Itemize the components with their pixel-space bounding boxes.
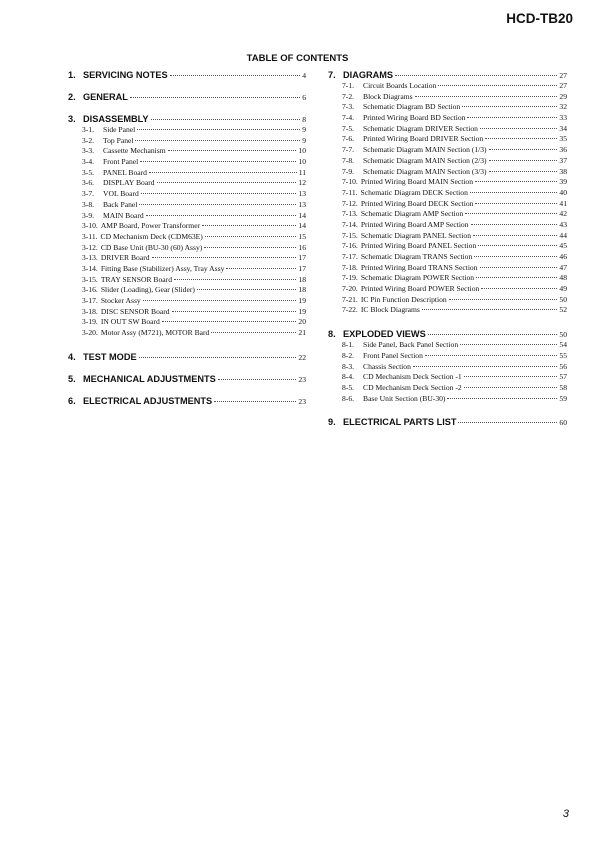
toc-entry[interactable] — [328, 231, 567, 242]
entry-title: Printed Wiring Board POWER Section — [360, 284, 480, 294]
page-ref: 11 — [298, 167, 306, 177]
entry-number: 3-6. — [82, 178, 95, 188]
page-ref: 46 — [559, 252, 567, 261]
model-number: HCD-TB20 — [506, 11, 573, 26]
dot-leader — [481, 288, 557, 289]
dot-leader — [151, 119, 301, 120]
dot-leader — [473, 235, 557, 236]
entry-number: 7-21. — [342, 294, 358, 304]
entry-title: IN OUT SW Board — [100, 317, 160, 327]
dot-leader — [162, 321, 297, 322]
toc-entry[interactable] — [328, 199, 567, 210]
entry-number: 7-2. — [342, 91, 355, 101]
toc-entry[interactable] — [328, 305, 567, 316]
dot-leader — [197, 289, 297, 290]
entry-number: 3-2. — [82, 135, 95, 145]
toc-entry[interactable] — [328, 81, 567, 92]
dot-leader — [226, 268, 296, 269]
entry-number: 7-5. — [342, 123, 355, 133]
dot-leader — [476, 277, 557, 278]
page-ref: 60 — [559, 418, 567, 428]
toc-entry[interactable] — [68, 211, 306, 222]
page-ref: 13 — [298, 199, 306, 209]
toc-entry[interactable] — [328, 167, 567, 178]
toc-entry[interactable] — [328, 273, 567, 284]
entry-number: 7-12. — [342, 198, 358, 208]
entry-title: DISPLAY Board — [103, 178, 155, 188]
dot-leader — [485, 138, 557, 139]
toc-section — [68, 113, 306, 339]
entry-number: 3-8. — [82, 199, 95, 209]
entry-number: 3-10. — [82, 221, 98, 231]
dot-leader — [146, 215, 297, 216]
toc-entry[interactable] — [328, 113, 567, 124]
dot-leader — [174, 279, 296, 280]
entry-title: Schematic Diagram MAIN Section (2/3) — [363, 155, 487, 165]
toc-entry[interactable] — [68, 200, 306, 211]
dot-leader — [447, 398, 557, 399]
entry-title: Circuit Boards Location — [363, 81, 437, 90]
page-ref: 23 — [298, 374, 306, 384]
entry-number: 8-4. — [342, 372, 355, 382]
entry-number: 7-7. — [342, 145, 355, 155]
page-ref: 56 — [559, 361, 567, 371]
page-ref: 40 — [559, 187, 567, 197]
toc-left-column — [68, 69, 306, 407]
entry-title: Schematic Diagram PANEL Section — [360, 230, 471, 240]
entry-number: 7-13. — [342, 209, 358, 219]
page-ref: 45 — [559, 241, 567, 251]
page-number: 3 — [562, 808, 569, 820]
entry-number: 3-5. — [82, 167, 95, 177]
dot-leader — [475, 203, 557, 204]
entry-number: 3-13. — [82, 253, 98, 263]
page-ref: 20 — [298, 317, 306, 327]
page-ref: 12 — [298, 178, 306, 188]
section-number: 5. — [68, 373, 76, 384]
toc-entry[interactable] — [328, 145, 567, 156]
entry-title: Printed Wiring Board DECK Section — [360, 198, 474, 208]
entry-number: 8-1. — [342, 340, 355, 350]
page-ref: 49 — [559, 284, 567, 294]
toc-section — [328, 69, 567, 316]
section-number: 8. — [328, 329, 336, 340]
toc-entry[interactable] — [328, 284, 567, 295]
section-title: DIAGRAMS — [343, 70, 394, 80]
page-ref: 14 — [298, 210, 306, 220]
page-ref: 17 — [298, 253, 306, 263]
toc-entry[interactable] — [68, 328, 306, 339]
toc-heading[interactable] — [328, 328, 567, 340]
entry-title: CD Mechanism Deck Section -2 — [363, 382, 462, 392]
dot-leader — [464, 387, 558, 388]
toc-entry[interactable] — [328, 362, 567, 373]
page-ref: 59 — [559, 393, 567, 403]
entry-number: 8-2. — [342, 350, 355, 360]
entry-title: CD Mechanism Deck (CDM63E) — [100, 231, 203, 241]
page-ref: 18 — [298, 285, 306, 295]
section-title: ELECTRICAL PARTS LIST — [343, 417, 457, 428]
page-ref: 17 — [298, 263, 306, 273]
dot-leader — [438, 85, 557, 86]
dot-leader — [425, 355, 558, 356]
toc-section — [68, 395, 306, 407]
section-number: 9. — [328, 417, 336, 428]
section-title: TEST MODE — [83, 351, 137, 362]
entry-number: 3-14. — [82, 263, 98, 273]
toc-title: TABLE OF CONTENTS — [246, 53, 349, 64]
entry-title: Schematic Diagram AMP Section — [360, 209, 464, 219]
toc-entry[interactable] — [68, 189, 306, 200]
entry-title: DRIVER Board — [100, 253, 150, 263]
toc-entry[interactable] — [328, 241, 567, 252]
entry-title: Cassette Mechanism — [103, 146, 166, 156]
section-title: SERVICING NOTES — [83, 70, 168, 80]
page-ref: 41 — [559, 198, 567, 208]
page-ref: 57 — [559, 372, 567, 382]
toc-entry[interactable] — [328, 372, 567, 383]
dot-leader — [465, 213, 557, 214]
toc-entry[interactable] — [68, 136, 306, 147]
dot-leader — [489, 160, 558, 161]
page-ref: 38 — [559, 166, 567, 176]
entry-number: 7-9. — [342, 166, 355, 176]
toc-entry[interactable] — [68, 296, 306, 307]
entry-number: 3-11. — [82, 231, 98, 241]
dot-leader — [464, 376, 558, 377]
dot-leader — [413, 366, 558, 367]
entry-title: Base Unit Section (BU-30) — [363, 393, 446, 403]
page-ref: 58 — [559, 382, 567, 392]
entry-title: Schematic Diagram TRANS Section — [360, 252, 473, 261]
dot-leader — [140, 161, 296, 162]
section-number: 2. — [68, 92, 76, 102]
toc-heading[interactable] — [68, 69, 306, 81]
toc-entry[interactable] — [328, 263, 567, 274]
entry-title: Front Panel — [103, 157, 139, 167]
dot-leader — [168, 150, 297, 151]
dot-leader — [467, 117, 557, 118]
dot-leader — [135, 140, 300, 141]
dot-leader — [130, 97, 300, 98]
entry-number: 7-22. — [342, 305, 358, 315]
toc-entry[interactable] — [328, 209, 567, 220]
entry-number: 7-11. — [342, 187, 358, 197]
toc-section — [328, 328, 567, 404]
page-ref: 10 — [298, 157, 306, 167]
entry-title: Schematic Diagram POWER Section — [360, 273, 475, 283]
entry-number: 8-6. — [342, 393, 355, 403]
entry-title: Top Panel — [103, 135, 134, 145]
section-title: DISASSEMBLY — [83, 114, 149, 124]
entry-title: Side Panel — [103, 125, 136, 134]
toc-entry[interactable] — [328, 252, 567, 263]
entry-title: DISC SENSOR Board — [100, 306, 170, 316]
section-title: MECHANICAL ADJUSTMENTS — [83, 373, 216, 384]
entry-number: 3-18. — [82, 306, 98, 316]
toc-section — [68, 351, 306, 363]
toc-entry[interactable] — [68, 275, 306, 286]
toc-entry[interactable] — [328, 220, 567, 231]
entry-title: IC Block Diagrams — [360, 305, 420, 315]
toc-entry[interactable] — [68, 307, 306, 318]
dot-leader — [458, 422, 557, 423]
toc-entry[interactable] — [68, 285, 306, 296]
entry-title: CD Mechanism Deck Section -1 — [363, 372, 462, 382]
toc-heading[interactable] — [68, 113, 306, 125]
entry-title: Back Panel — [103, 199, 138, 209]
page-ref: 36 — [559, 145, 567, 155]
page-ref: 55 — [559, 350, 567, 360]
page-ref: 9 — [302, 135, 306, 145]
toc-section — [68, 69, 306, 81]
page-ref: 32 — [559, 102, 567, 112]
dot-leader — [489, 149, 558, 150]
entry-title: IC Pin Function Description — [360, 294, 447, 304]
page-ref: 8 — [302, 115, 306, 124]
entry-number: 3-9. — [82, 210, 95, 220]
entry-number: 7-14. — [342, 219, 358, 229]
page-ref: 50 — [559, 294, 567, 304]
entry-title: Schematic Diagram DECK Section — [360, 187, 468, 197]
entry-number: 3-15. — [82, 274, 98, 284]
dot-leader — [474, 256, 557, 257]
page-ref: 34 — [559, 123, 567, 133]
toc-entry[interactable] — [68, 253, 306, 264]
page-ref: 35 — [559, 134, 567, 144]
entry-title: Printed Wiring Board MAIN Section — [360, 177, 474, 187]
entry-title: VOL Board — [103, 189, 139, 199]
dot-leader — [137, 129, 300, 130]
toc-heading[interactable] — [328, 416, 567, 428]
entry-title: Slider (Loading), Gear (Slider) — [100, 285, 195, 295]
entry-title: Printed Wiring Board TRANS Section — [360, 262, 478, 272]
entry-number: 8-5. — [342, 382, 355, 392]
page-ref: 21 — [298, 328, 306, 338]
dot-leader — [152, 257, 297, 258]
dot-leader — [149, 172, 297, 173]
dot-leader — [139, 204, 296, 205]
page-ref: 43 — [559, 219, 567, 229]
dot-leader — [422, 309, 558, 310]
entry-number: 7-3. — [342, 102, 355, 112]
entry-number: 3-19. — [82, 317, 98, 327]
entry-title: MAIN Board — [103, 210, 144, 220]
entry-title: TRAY SENSOR Board — [100, 274, 172, 284]
page-ref: 9 — [302, 125, 306, 134]
entry-title: Schematic Diagram DRIVER Section — [363, 123, 478, 133]
entry-title: Side Panel, Back Panel Section — [363, 340, 459, 350]
entry-number: 7-16. — [342, 241, 358, 251]
toc-entry[interactable] — [328, 394, 567, 405]
entry-number: 8-3. — [342, 361, 355, 371]
toc-entry[interactable] — [68, 264, 306, 275]
toc-entry[interactable] — [68, 232, 306, 243]
dot-leader — [204, 247, 296, 248]
dot-leader — [471, 224, 558, 225]
dot-leader — [462, 106, 557, 107]
toc-entry[interactable] — [328, 295, 567, 306]
entry-number: 7-17. — [342, 252, 358, 261]
toc-entry[interactable] — [328, 188, 567, 199]
toc-section — [68, 91, 306, 103]
page-ref: 52 — [559, 305, 567, 315]
toc-entry[interactable] — [68, 317, 306, 328]
entry-title: Schematic Diagram BD Section — [363, 102, 461, 112]
entry-title: AMP Board, Power Transformer — [100, 221, 201, 231]
dot-leader — [480, 128, 557, 129]
page-ref: 33 — [559, 113, 567, 123]
toc-entry[interactable] — [68, 125, 306, 136]
entry-title: Motor Assy (M721), MOTOR Bard — [100, 328, 210, 338]
dot-leader — [428, 334, 558, 335]
entry-title: Printed Wiring Board AMP Section — [360, 219, 469, 229]
dot-leader — [218, 379, 297, 380]
dot-leader — [205, 236, 297, 237]
entry-number: 3-1. — [82, 125, 95, 134]
page-ref: 27 — [559, 81, 567, 90]
toc-heading[interactable] — [68, 351, 306, 363]
section-title: GENERAL — [83, 92, 128, 102]
page-ref: 47 — [559, 262, 567, 272]
toc-section — [68, 373, 306, 385]
entry-title: PANEL Board — [103, 167, 147, 177]
dot-leader — [460, 344, 557, 345]
page-ref: 50 — [559, 330, 567, 340]
entry-number: 3-12. — [82, 242, 98, 252]
dot-leader — [143, 300, 297, 301]
entry-title: Front Panel Section — [363, 350, 423, 360]
section-number: 1. — [68, 70, 76, 80]
toc-entry[interactable] — [68, 221, 306, 232]
toc-heading[interactable] — [68, 91, 306, 103]
toc-heading[interactable] — [328, 69, 567, 81]
entry-title: Block Diagrams — [363, 91, 413, 101]
entry-title: Stocker Assy — [100, 296, 141, 305]
toc-entry[interactable] — [68, 168, 306, 179]
entry-number: 7-19. — [342, 273, 358, 283]
page-ref: 48 — [559, 273, 567, 283]
toc-section — [328, 416, 567, 428]
page-ref: 13 — [298, 189, 306, 199]
dot-leader — [489, 171, 558, 172]
entry-number: 7-4. — [342, 113, 355, 123]
toc-entry[interactable] — [328, 134, 567, 145]
toc-entry[interactable] — [328, 102, 567, 113]
dot-leader — [478, 245, 557, 246]
dot-leader — [480, 267, 558, 268]
toc-entry[interactable] — [68, 178, 306, 189]
page-ref: 18 — [298, 274, 306, 284]
dot-leader — [211, 332, 296, 333]
page-ref: 27 — [559, 71, 567, 80]
entry-title: Fitting Base (Stabilizer) Assy, Tray Assy — [100, 263, 225, 273]
toc-entry[interactable] — [328, 124, 567, 135]
section-title: EXPLODED VIEWS — [343, 329, 426, 340]
page-ref: 42 — [559, 209, 567, 219]
page-ref: 44 — [559, 230, 567, 240]
entry-number: 7-8. — [342, 155, 355, 165]
page-ref: 10 — [298, 146, 306, 156]
page-ref: 37 — [559, 155, 567, 165]
page-ref: 14 — [298, 221, 306, 231]
page-ref: 22 — [298, 352, 306, 362]
dot-leader — [214, 401, 296, 402]
dot-leader — [141, 193, 297, 194]
dot-leader — [415, 96, 558, 97]
entry-number: 3-4. — [82, 157, 95, 167]
page-ref: 54 — [559, 340, 567, 350]
toc-entry[interactable] — [68, 243, 306, 254]
toc-right-column — [328, 69, 567, 428]
page-ref: 6 — [302, 93, 306, 102]
entry-number: 3-3. — [82, 146, 95, 156]
entry-number: 7-10. — [342, 177, 358, 187]
entry-title: Schematic Diagram MAIN Section (3/3) — [363, 166, 487, 176]
entry-title: Chassis Section — [363, 361, 411, 371]
entry-title: Printed Wiring Board PANEL Section — [360, 241, 477, 251]
entry-title: CD Base Unit (BU-30 (60) Assy) — [100, 242, 203, 252]
toc-entry[interactable] — [328, 92, 567, 103]
page-ref: 29 — [559, 91, 567, 101]
page-ref: 23 — [298, 396, 306, 406]
dot-leader — [172, 311, 297, 312]
section-number: 7. — [328, 70, 336, 80]
dot-leader — [395, 75, 557, 76]
entry-number: 3-16. — [82, 285, 98, 295]
page-ref: 19 — [298, 296, 306, 305]
toc-entry[interactable] — [328, 383, 567, 394]
dot-leader — [470, 192, 558, 193]
entry-number: 7-1. — [342, 81, 355, 90]
entry-number: 3-7. — [82, 189, 95, 199]
entry-number: 7-15. — [342, 230, 358, 240]
entry-title: Printed Wiring Board DRIVER Section — [363, 134, 484, 144]
section-title: ELECTRICAL ADJUSTMENTS — [83, 395, 213, 406]
entry-title: Printed Wiring Board BD Section — [363, 113, 466, 123]
toc-entry[interactable] — [68, 146, 306, 157]
dot-leader — [202, 225, 296, 226]
section-number: 6. — [68, 395, 76, 406]
toc-entry[interactable] — [328, 156, 567, 167]
entry-number: 3-17. — [82, 296, 98, 305]
entry-title: Schematic Diagram MAIN Section (1/3) — [363, 145, 487, 155]
toc-entry[interactable] — [328, 351, 567, 362]
dot-leader — [170, 75, 301, 76]
page-ref: 4 — [302, 71, 306, 80]
entry-number: 3-20. — [82, 328, 98, 338]
page-ref: 16 — [298, 242, 306, 252]
section-number: 4. — [68, 351, 76, 362]
page-ref: 15 — [298, 231, 306, 241]
entry-number: 7-6. — [342, 134, 355, 144]
dot-leader — [475, 181, 557, 182]
entry-number: 7-18. — [342, 262, 358, 272]
entry-number: 7-20. — [342, 284, 358, 294]
dot-leader — [157, 182, 297, 183]
toc-heading[interactable] — [68, 395, 306, 407]
toc-entry[interactable] — [328, 340, 567, 351]
page-ref: 39 — [559, 177, 567, 187]
toc-heading[interactable] — [68, 373, 306, 385]
section-number: 3. — [68, 114, 76, 124]
toc-entry[interactable] — [328, 177, 567, 188]
page-ref: 19 — [298, 306, 306, 316]
dot-leader — [449, 299, 558, 300]
dot-leader — [139, 357, 297, 358]
toc-entry[interactable] — [68, 157, 306, 168]
